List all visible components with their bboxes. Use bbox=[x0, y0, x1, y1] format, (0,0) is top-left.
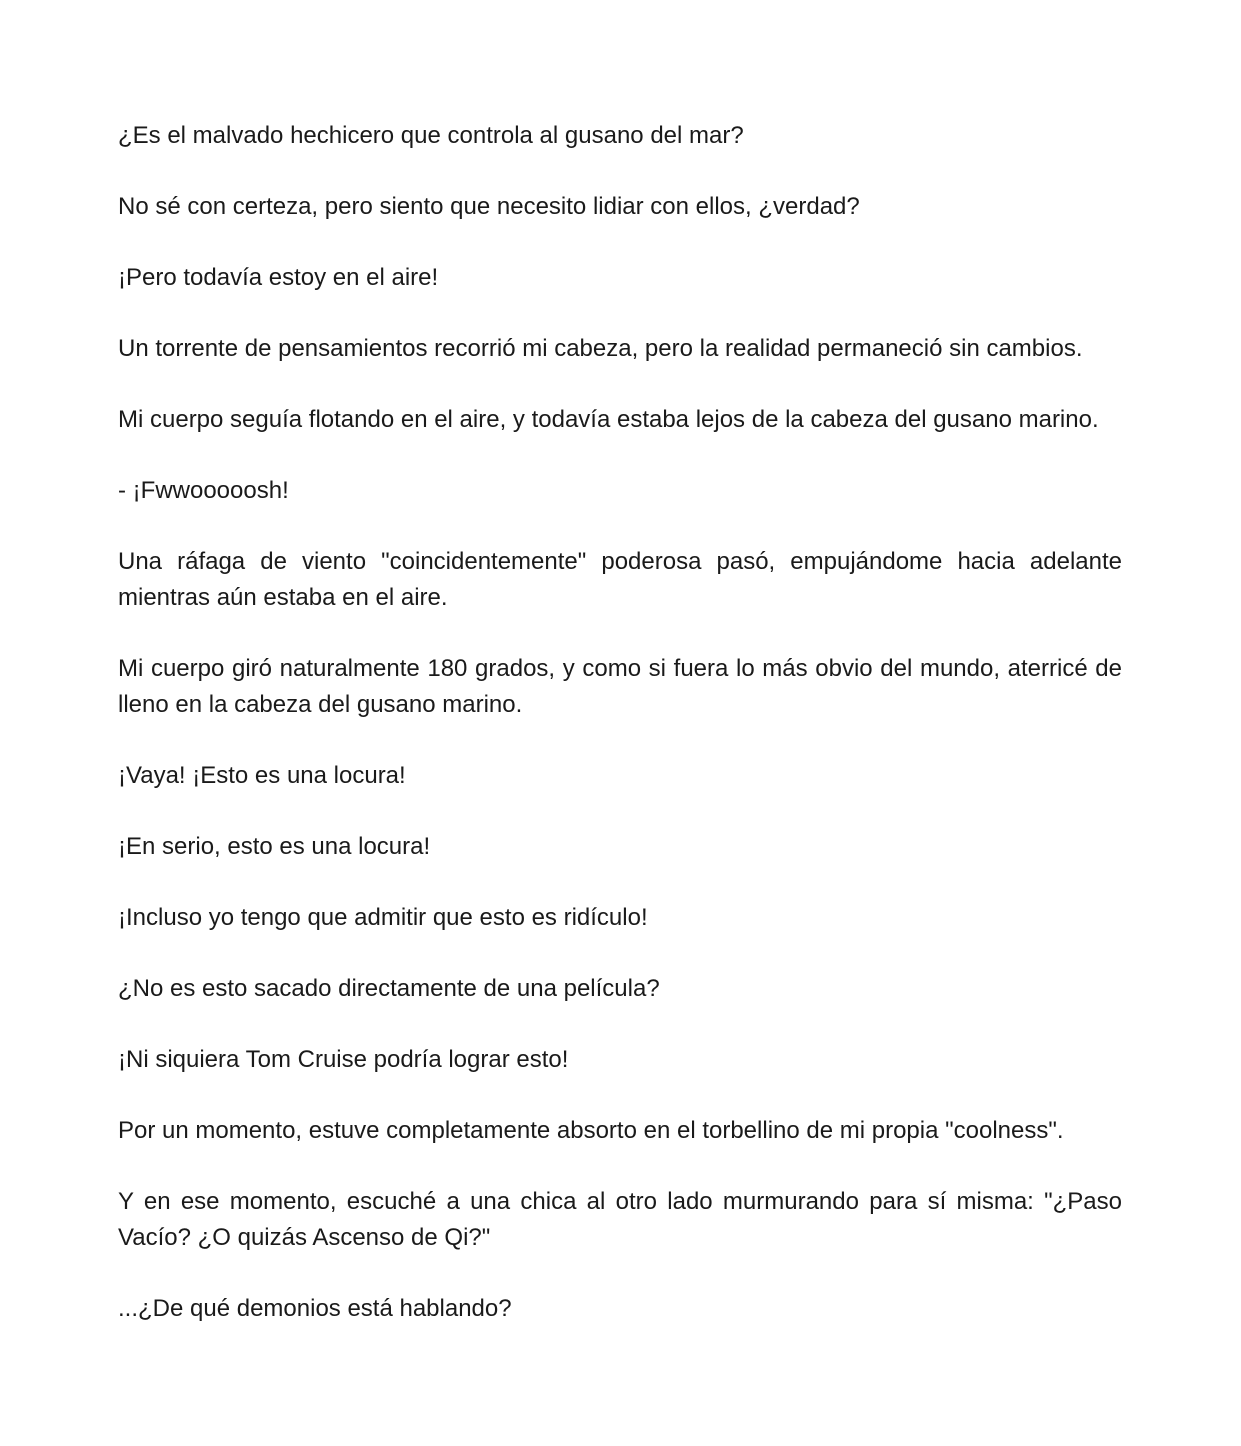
paragraph: ¡Pero todavía estoy en el aire! bbox=[118, 264, 439, 291]
paragraph: Por un momento, estuve completamente absorto en el torbellino de mi propia "coolness". bbox=[118, 1117, 1064, 1144]
paragraph: Un torrente de pensamientos recorrió mi cabeza, pero la realidad permaneció sin cambios. bbox=[118, 335, 1083, 362]
paragraph: Mi cuerpo seguía flotando en el aire, y todavía estaba lejos de la cabeza del gusano marino. bbox=[118, 406, 1099, 433]
paragraph: Una ráfaga de viento "coincidentemente" poderosa pasó, empujándome hacia adelante mientras aún estaba en el aire. bbox=[118, 548, 1122, 611]
document-page bbox=[118, 118, 1122, 1362]
paragraph: ¡Incluso yo tengo que admitir que esto es ridículo! bbox=[118, 904, 648, 931]
paragraph: ¡Vaya! ¡Esto es una locura! bbox=[118, 762, 406, 789]
paragraph: ...¿De qué demonios está hablando? bbox=[118, 1295, 512, 1322]
paragraph: ¡En serio, esto es una locura! bbox=[118, 833, 431, 860]
paragraph: No sé con certeza, pero siento que necesito lidiar con ellos, ¿verdad? bbox=[118, 193, 860, 220]
paragraph: ¿No es esto sacado directamente de una película? bbox=[118, 975, 660, 1002]
paragraph: ¿Es el malvado hechicero que controla al gusano del mar? bbox=[118, 122, 744, 149]
paragraph: Mi cuerpo giró naturalmente 180 grados, y como si fuera lo más obvio del mundo, aterricé de lleno en la cabeza del gusano marino. bbox=[118, 655, 1122, 718]
paragraph: ¡Ni siquiera Tom Cruise podría lograr esto! bbox=[118, 1046, 569, 1073]
paragraph: Y en ese momento, escuché a una chica al otro lado murmurando para sí misma: "¿Paso Vacío? ¿O quizás Ascenso de Qi?" bbox=[118, 1188, 1122, 1251]
paragraph: - ¡Fwwooooosh! bbox=[118, 477, 289, 504]
